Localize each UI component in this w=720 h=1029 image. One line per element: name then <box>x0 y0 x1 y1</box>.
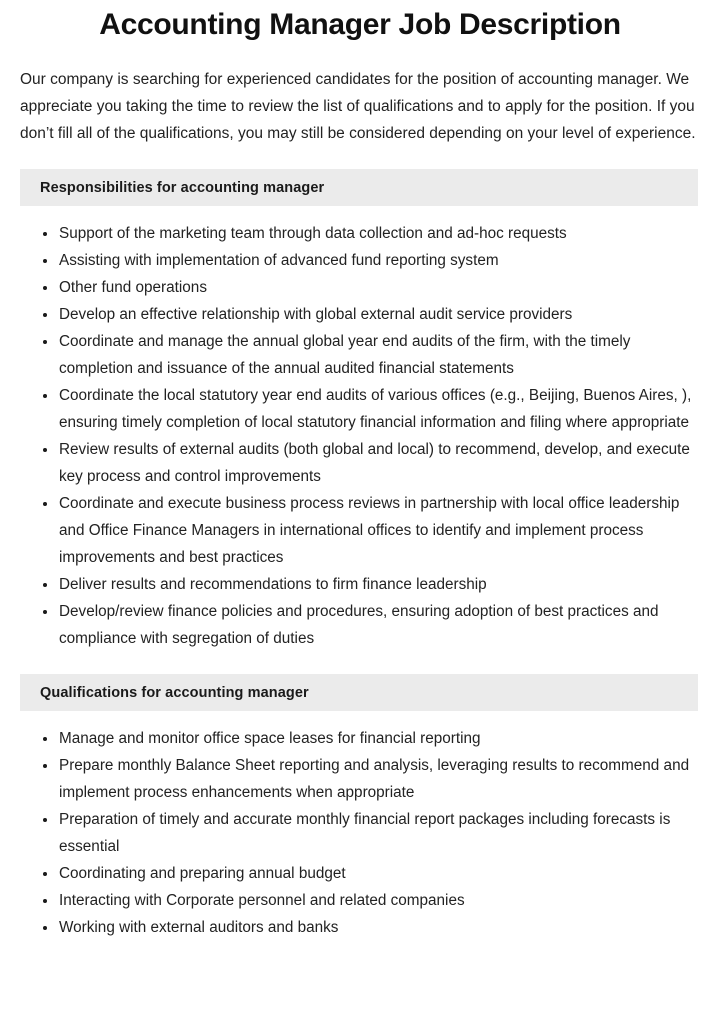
section-heading-label: Qualifications for accounting manager <box>40 684 309 701</box>
list-item: Deliver results and recommendations to firm finance leadership <box>20 571 698 598</box>
section-qualifications <box>0 674 720 941</box>
responsibilities-list <box>0 206 720 652</box>
section-responsibilities <box>0 169 720 652</box>
list-item: Interacting with Corporate personnel and related companies <box>20 887 698 914</box>
list-item: Develop an effective relationship with global external audit service providers <box>20 301 698 328</box>
list-item: Coordinate and manage the annual global year end audits of the firm, with the timely completion and issuance of the annual audited financial statements <box>20 328 698 382</box>
section-header-qualifications <box>20 674 698 711</box>
page-title: Accounting Manager Job Description <box>99 8 621 41</box>
qualifications-list <box>0 711 720 941</box>
list-item: Prepare monthly Balance Sheet reporting and analysis, leveraging results to recommend and implement process enhancements when appropriate <box>20 752 698 806</box>
list-item: Preparation of timely and accurate monthly financial report packages including forecasts is essential <box>20 806 698 860</box>
list-item: Manage and monitor office space leases for financial reporting <box>20 725 698 752</box>
list-item: Develop/review finance policies and procedures, ensuring adoption of best practices and compliance with segregation of duties <box>20 598 698 652</box>
list-item: Working with external auditors and banks <box>20 914 698 941</box>
list-item: Other fund operations <box>20 274 698 301</box>
intro-paragraph: Our company is searching for experienced candidates for the position of accounting manager. We appreciate you taking the time to review the list of qualifications and to apply for the position. If you don’t fill all of the qualifications, you may still be considered depending on your level of experience. <box>20 71 696 142</box>
list-item: Support of the marketing team through data collection and ad-hoc requests <box>20 220 698 247</box>
list-item: Review results of external audits (both global and local) to recommend, develop, and execute key process and control improvements <box>20 436 698 490</box>
list-item: Coordinate the local statutory year end audits of various offices (e.g., Beijing, Buenos Aires, ), ensuring timely completion of local statutory financial information and filing where appropriate <box>20 382 698 436</box>
list-item: Coordinate and execute business process reviews in partnership with local office leadership and Office Finance Managers in international offices to identify and implement process improvements and best practices <box>20 490 698 571</box>
section-header-responsibilities <box>20 169 698 206</box>
list-item: Assisting with implementation of advanced fund reporting system <box>20 247 698 274</box>
list-item: Coordinating and preparing annual budget <box>20 860 698 887</box>
section-heading-label: Responsibilities for accounting manager <box>40 179 325 196</box>
